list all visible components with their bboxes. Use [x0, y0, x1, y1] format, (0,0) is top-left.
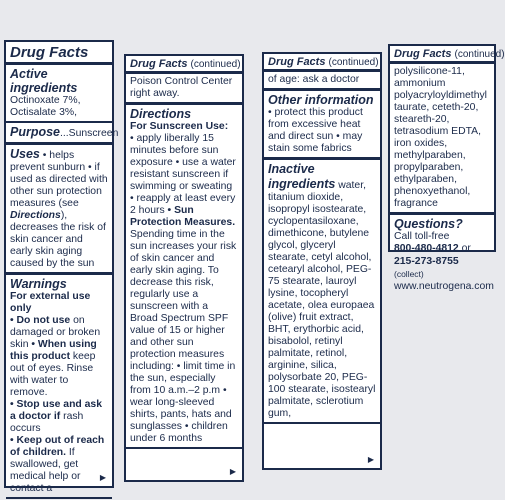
uses-text: • helps prevent sunburn • if used as directed with other sun protection measures (see: [10, 150, 108, 209]
collect-text: (collect): [394, 269, 424, 279]
inactive-ingredients-text: water, titanium dioxide, isopropyl isostearate, cyclopentasiloxane, dimethicone, butylene glycol, glyceryl stearate, cetyl alcohol, cetearyl alcohol, PEG-75 stearate, lauroyl lysine, tocopheryl acetate, olea europaea (olive) fruit extract, BHT, erythorbic acid, bisabolol, retinyl palmitate, retinol, arginine, silica, polysorbate 20, PEG-100 stearate, isostearyl palmitate, sclerotium gum,: [268, 180, 376, 419]
active-ingredients-text: Octinoxate 7%, Octisalate 3%,: [10, 95, 81, 118]
when-using-label: • When using this product: [10, 339, 97, 362]
poison-control-text: Poison Control Center right away.: [130, 76, 233, 99]
stop-use-text: rash occurs: [10, 411, 84, 434]
continue-arrow-icon: ▶: [229, 467, 236, 476]
uses-heading: Uses: [10, 147, 40, 161]
drug-facts-panel-4: [388, 44, 505, 292]
continue-arrow-icon: ▶: [367, 455, 374, 464]
directions-heading: Directions: [130, 107, 192, 121]
active-ingredients-section: [6, 65, 112, 123]
continue-arrow-icon: ▶: [99, 473, 106, 482]
directions-text-1: • apply liberally 15 minutes before sun exposure • use a water resistant sunscreen if swimming or sweating • reapply at least every 2 hours: [130, 133, 236, 216]
uses-directions-ref: Directions: [10, 210, 61, 221]
directions-text-2: Spending time in the sun increases your risk of skin cancer and early skin aging. To decrease this risk, regularly use a sunscreen with a Broad Spectrum SPF value of 15 or higher and other sun protection measures including: • limit time in the sun, especially from 10 a.m.–2 p.m • wear long-sleeved shirts, pants, hats and sunglasses • children under 6 months: [130, 229, 237, 444]
age-text: of age: ask a doctor: [268, 74, 360, 85]
purpose-section: [6, 123, 119, 145]
continued-label: (continued): [328, 57, 379, 68]
inactive-ingredients-heading: Inactive ingredients: [268, 162, 336, 191]
purpose-heading: Purpose: [10, 125, 61, 139]
drug-facts-title-text: Drug Facts: [130, 58, 188, 70]
questions-section: [390, 215, 494, 295]
purpose-text: ...Sunscreen: [60, 128, 119, 139]
external-use-text: For external use only: [10, 291, 91, 314]
drug-facts-title: Drug Facts: [6, 42, 112, 65]
poison-control-section: [126, 74, 242, 105]
directions-section: [126, 105, 242, 449]
questions-heading: Questions?: [394, 217, 463, 231]
or-text: or: [458, 243, 471, 254]
sun-protection-measures-label: • Sun Protection Measures.: [130, 205, 236, 228]
drug-facts-panel-1: [4, 40, 119, 494]
when-using-text: keep out of eyes. Rinse with water to remove.: [10, 351, 96, 398]
uses-section: [6, 145, 112, 275]
inactive-ingredients-section: [264, 160, 380, 424]
keep-out-text: If swallowed, get medical help or contact a: [10, 447, 81, 494]
drug-facts-panel-3: [262, 52, 382, 470]
sunscreen-use-label: For Sunscreen Use:: [130, 121, 229, 132]
inactive-continued-text: polysilicone-11, ammonium polyacryloyldimethyl taurate, ceteth-20, steareth-20, tetrasodium EDTA, iron oxides, methylparaben, propylparaben, ethylparaben, phenoxyethanol, fragrance: [394, 66, 487, 209]
call-toll-free-text: Call toll-free: [394, 231, 450, 242]
stop-use-label: • Stop use and ask a doctor if: [10, 399, 102, 422]
keep-out-label: • Keep out of reach of children.: [10, 435, 105, 458]
phone-number-2[interactable]: 215-273-8755: [394, 256, 459, 267]
drug-facts-title-text: Drug Facts: [394, 48, 452, 60]
drug-facts-title-text: Drug Facts: [268, 56, 326, 68]
other-information-text: • protect this product from excessive heat and direct sun • may stain some fabrics: [268, 107, 363, 154]
do-not-use-label: • Do not use: [10, 315, 71, 326]
uses-text-2: ), decreases the risk of skin cancer and early skin aging caused by the sun: [10, 210, 106, 269]
drug-facts-panel-2: [124, 54, 244, 482]
phone-number-1[interactable]: 800-480-4812: [394, 243, 459, 254]
other-information-section: [264, 91, 380, 160]
drug-facts-title-continued: [390, 46, 505, 64]
drug-facts-title-continued: [126, 56, 242, 74]
do-not-use-text: on damaged or broken skin: [10, 315, 101, 350]
website-link[interactable]: www.neutrogena.com: [394, 281, 494, 292]
continued-label: (continued): [190, 59, 241, 70]
drug-facts-title-continued: [264, 54, 380, 72]
warnings-heading: Warnings: [10, 277, 67, 291]
warnings-section: [6, 275, 112, 499]
other-information-heading: Other information: [268, 93, 374, 107]
inactive-continued-section: [390, 64, 494, 215]
continued-label: (continued): [454, 49, 505, 60]
age-section: [264, 72, 380, 91]
active-ingredients-heading: Active ingredients: [10, 67, 78, 95]
